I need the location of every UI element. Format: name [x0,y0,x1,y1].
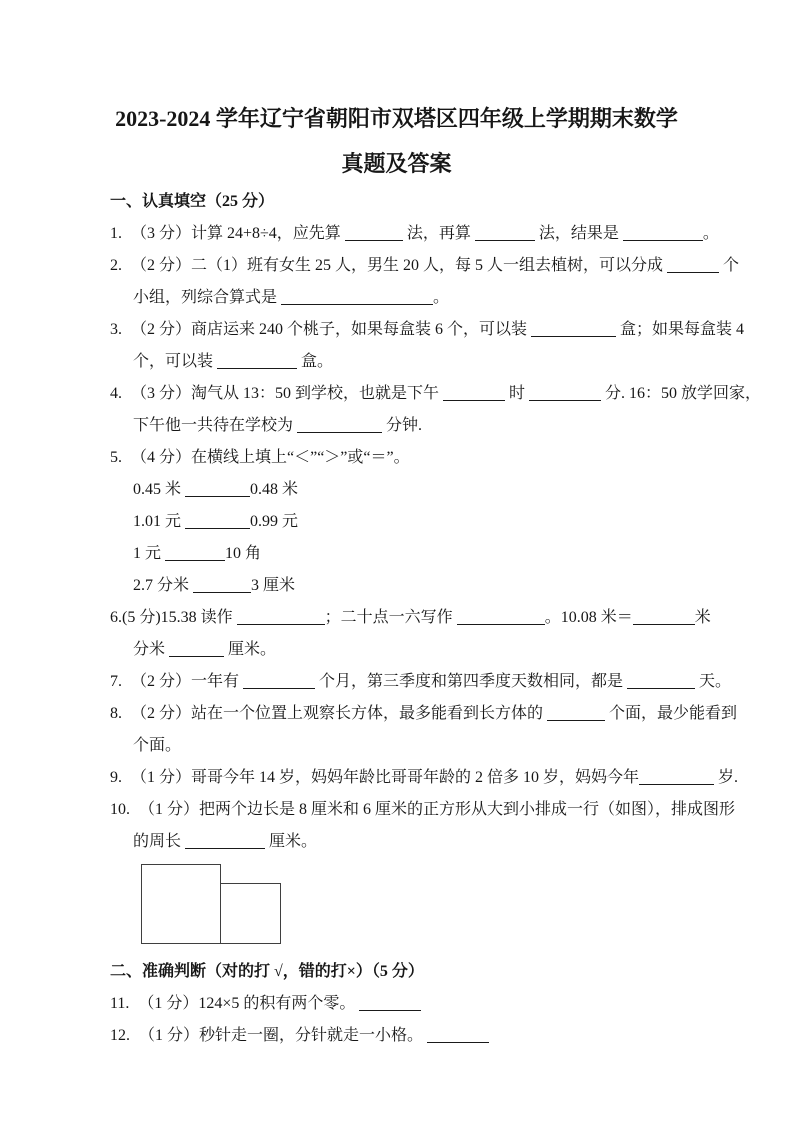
question-text: 10 角 [225,545,262,562]
question-text: 个面，最少能看到 [605,705,738,722]
answer-blank [193,579,251,593]
question [110,988,683,1020]
question-number: 12. [110,1027,130,1044]
question-text: 法，结果是 [534,225,623,242]
question-line [110,282,683,314]
question-text: （3 分）淘气从 13：50 到学校，也就是下午 [131,385,444,402]
question-text: （3 分）计算 24+8÷4，应先算 [131,225,345,242]
question-text: 1 元 [133,545,166,562]
question [110,698,738,762]
question-line [110,314,745,346]
answer-blank [185,835,265,849]
document-title [110,96,683,186]
answer-blank [185,483,250,497]
question-line [110,250,740,282]
answer-blank [185,515,250,529]
question-text: 时 [505,385,530,402]
question-line [110,378,762,410]
title-line-2: 真题及答案 [341,151,452,176]
answer-blank [639,771,714,785]
question [110,442,683,602]
question-number: 2. [110,257,122,274]
question-line [110,762,739,794]
answer-blank [475,227,535,241]
answer-blank [531,323,616,337]
question-text: 0.99 元 [250,513,299,530]
figure-small-square [220,883,281,944]
answer-blank [623,227,703,241]
question-text: 。 [702,225,719,242]
question-text: 分米 [133,641,170,658]
question-text: 分钟. [382,417,423,434]
question-text: 。 [433,289,450,306]
squares-figure [141,864,683,944]
question-text: 岁. [714,769,739,786]
question-text: （2 分）二（1）班有女生 25 人，男生 20 人，每 5 人一组去植树，可以分成 [131,257,668,274]
question-line [110,730,683,762]
answer-blank [237,611,325,625]
question-line [110,538,683,570]
answer-blank [169,643,224,657]
question-text: 2.7 分米 [133,577,194,594]
question-line [110,410,683,442]
question-text: （1 分）124×5 的积有两个零。 [138,995,360,1012]
question-text: （1 分）把两个边长是 8 厘米和 6 厘米的正方形从大到小排成一行（如图），排成图形 [139,801,736,818]
answer-blank [627,675,695,689]
question-text: 的周长 [133,833,186,850]
question-text: （1 分）哥哥今年 14 岁，妈妈年龄比哥哥年龄的 2 倍多 10 岁，妈妈今年 [131,769,640,786]
question-text: 米 [694,609,711,626]
question-line [110,570,683,602]
question-text: （2 分）站在一个位置上观察长方体，最多能看到长方体的 [131,705,548,722]
question-line [110,634,683,666]
question-number: 1. [110,225,122,242]
question-text: 。10.08 米＝ [544,609,633,626]
question [110,794,736,944]
answer-blank [359,997,421,1011]
question-text: 3 厘米 [251,577,296,594]
question-text: （2 分）商店运来 240 个桃子，如果每盒装 6 个，可以装 [131,321,532,338]
question-text: ；二十点一六写作 [324,609,457,626]
question-text: 0.45 米 [133,481,186,498]
question-number: 5. [110,449,122,466]
question [110,1020,683,1052]
question-text: 盒；如果每盒装 4 [616,321,745,338]
question-number: 11. [110,995,130,1012]
section-heading: 二、准确判断（对的打 √，错的打×）（5 分） [110,963,424,980]
question-text: 法，再算 [402,225,475,242]
question-text: 下午他一共待在学校为 [133,417,298,434]
answer-blank [281,291,433,305]
question-number: 4. [110,385,122,402]
question [110,378,762,442]
question-line [110,474,683,506]
question-number: 10. [110,801,130,818]
question-text: 小组，列综合算式是 [133,289,282,306]
question-text: 1.01 元 [133,513,186,530]
answer-blank [297,419,382,433]
answer-blank [345,227,403,241]
question-number: 3. [110,321,122,338]
question-text: 盒。 [297,353,334,370]
section-heading: 一、认真填空（25 分） [110,193,275,210]
question-line [110,698,738,730]
question-text: （1 分）秒针走一圈，分针就走一小格。 [139,1027,428,1044]
question-text: 厘米。 [224,641,277,658]
question-text: 0.48 米 [250,481,299,498]
question [110,250,740,314]
answer-blank [667,259,719,273]
question-number: 9. [110,769,122,786]
title-line-1: 2023-2024 学年辽宁省朝阳市双塔区四年级上学期期末数学 [115,106,678,131]
question [110,218,719,250]
question-line [110,218,719,250]
question [110,314,745,378]
question-number: 6. [110,609,122,626]
answer-blank [427,1029,489,1043]
question-number: 8. [110,705,122,722]
answer-blank [529,387,601,401]
question-text: 厘米。 [265,833,318,850]
question-text: 个，可以装 [133,353,218,370]
question [110,666,732,698]
figure-large-square [141,864,221,944]
answer-blank [457,611,545,625]
question-line [110,988,683,1020]
question-line [110,442,683,474]
question-line [110,346,683,378]
question-line [110,506,683,538]
answer-blank [243,675,315,689]
question-text: 个面。 [133,737,182,754]
question-line [110,666,732,698]
question-text: 个 [719,257,740,274]
answer-blank [443,387,505,401]
question-line [110,1020,683,1052]
question-text: 天。 [695,673,732,690]
answer-blank [547,707,605,721]
question-text: 个月，第三季度和第四季度天数相同，都是 [315,673,628,690]
answer-blank [633,611,695,625]
question-text: 分. 16：50 放学回家， [601,385,762,402]
question-line [110,794,736,826]
question-line [110,602,711,634]
question [110,602,711,666]
question-text: （2 分）一年有 [131,673,244,690]
answer-blank [165,547,225,561]
question-number: 7. [110,673,122,690]
question-line [110,826,683,858]
exam-content [110,186,762,1052]
question-text: （4 分）在横线上填上“＜”“＞”或“＝”。 [131,449,410,466]
question [110,762,739,794]
answer-blank [217,355,297,369]
question-text: (5 分)15.38 读作 [122,609,237,626]
